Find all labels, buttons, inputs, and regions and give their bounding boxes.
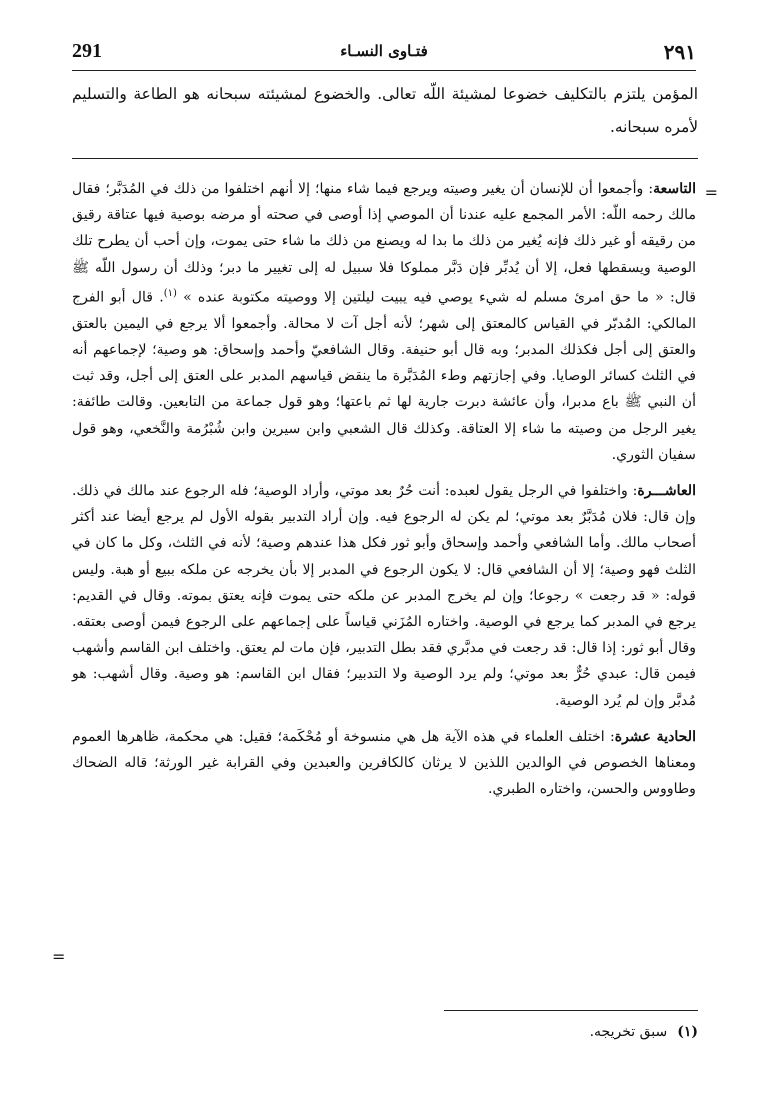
continuation-mark-start: = (704, 183, 718, 202)
footnote (72, 1020, 698, 1044)
page-header (72, 36, 696, 71)
commentary-paragraph-9 (72, 176, 696, 468)
section-divider (72, 158, 698, 159)
section-term: العاشـــرة (637, 482, 696, 499)
paragraph-text: : واختلفوا في الرجل يقول لعبده: أنت حُرٌ بعد موتي، وأراد الوصية؛ فله الرجوع عند مالك في ذلك. وإن قال: فلان مُدَبَّرٌ بعد موتي؛ لم يكن له الرجوع فيه. وإن أراد التدبير بقوله الأول لم يرجع أيضا عند أكثر أصحاب مالك. وأما الشافعي وأحمد وإسحاق وأبو ثور فكل هذا عندهم وصية؛ لأنه في الثلث، وكل ما كان في الثلث فهو وصية؛ إلا أن الشافعي قال: لا يكون الرجوع في المدبر إلا بأن يخرجه عن ملكه ببيع أو هبة. وليس قوله: « قد رجعت » رجوعا؛ وإن لم يخرج المدبر عن ملكه حتى يموت فإنه يعتق بموته. وقال في القديم: يرجع في المدبر كما يرجع في الوصية. واختاره المُزَني قياساً على إجماعهم على الرجوع فيمن أوصى بعتقه. وقال أبو ثور: إذا قال: قد رجعت في مدبَّري فقد بطل التدبير، فإن مات لم يعتق. واختلف ابن القاسم وأشهب فيمن قال: عبدي حُرٌّ بعد موتي؛ ولم يرد الوصية ولا التدبير؛ فقال ابن القاسم: هو وصية. وقال أشهب: هو مُدبَّر وإن لم يُرد الوصية. (72, 482, 696, 709)
paragraph-text: : اختلف العلماء في هذه الآية هل هي منسوخة أو مُحْكَمة؛ فقيل: هي محكمة، ظاهرها العموم ومعناها الخصوص في الوالدين اللذين لا يرثان كالكافرين والعبدين وفي القرابة غير الورثة؛ قاله الضحاك وطاووس والحسن، واختاره الطبري. (72, 728, 696, 798)
paragraph-text: : وأجمعوا أن للإنسان أن يغير وصيته ويرجع فيما شاء منها؛ إلا أنهم اختلفوا من ذلك في المُدَبَّر؛ فقال مالك رحمه اللّه: الأمر المجمع عليه عندنا أن الموصي إذا أوصى في صحته أو مرضه بوصية فيها عتاقة رقيق من رقيقه أو غير ذلك فإنه يُغير من ذلك ما بدا له ويصنع من ذلك ما شاء حتى يموت، وإن أحب أن يطرح تلك الوصية ويسقطها فعل، إلا أن يُدبِّر فإن دَبَّر مملوكا فلا سبيل له إلى تغيير ما دبر؛ وذلك أن رسول اللّه ﷺ قال: « ما حق امرئ مسلم له شيء يوصي فيه يبيت ليلتين إلا ووصيته مكتوبة عنده » (72, 181, 697, 306)
section-term: التاسعة (653, 181, 696, 197)
footnote-divider (444, 1010, 698, 1011)
continuation-mark-end: = (52, 947, 66, 966)
footnote-reference[interactable]: (١) (163, 287, 177, 299)
paragraph-text-continued: . قال أبو الفرج المالكي: المُدبّر في القياس كالمعتق إلى شهر؛ لأنه أجل آت لا محالة. وأجمعوا ألا يرجع في اليمين بالعتق والعتق إلى أجل فكذلك المدبر؛ وبه قال أبو حنيفة. وقال الشافعيّ وأحمد وإسحاق: هو وصية؛ لإجماعهم أنه في الثلث كسائر الوصايا. وفي إجازتهم وطء المُدَبَّرة ما ينقض قياسهم المدبر على العتق إلى أجل، وقد ثبت أن النبي ﷺ باع مدبرا، وأن عائشة دبرت جارية لها ثم باعتها؛ وهو قول جماعة من التابعين. وقالت طائفة: يغير الرجل من وصيته ما شاء إلا العتاقة. وكذلك قال الشعبي وابن سيرين وابن شُبْرُمة والنَّخعي، وهو قول سفيان الثوري. (72, 289, 696, 463)
commentary-paragraph-11 (72, 724, 696, 803)
running-title: فتـاوى النسـاء (340, 42, 428, 60)
footnote-text: سبق تخريجه. (589, 1024, 668, 1040)
page-number-arabic: ٢٩١ (663, 40, 696, 64)
main-text: المؤمن يلتزم بالتكليف خضوعا لمشيئة اللّه تعالى. والخضوع لمشيئته سبحانه هو الطاعة والتسليم لأمره سبحانه. (72, 85, 698, 136)
commentary-paragraph-10 (72, 478, 696, 714)
page-number-latin: 291 (72, 40, 102, 62)
commentary-section (52, 176, 718, 966)
section-term: الحادية عشرة (614, 728, 696, 745)
footnote-number: (١) (677, 1024, 698, 1040)
